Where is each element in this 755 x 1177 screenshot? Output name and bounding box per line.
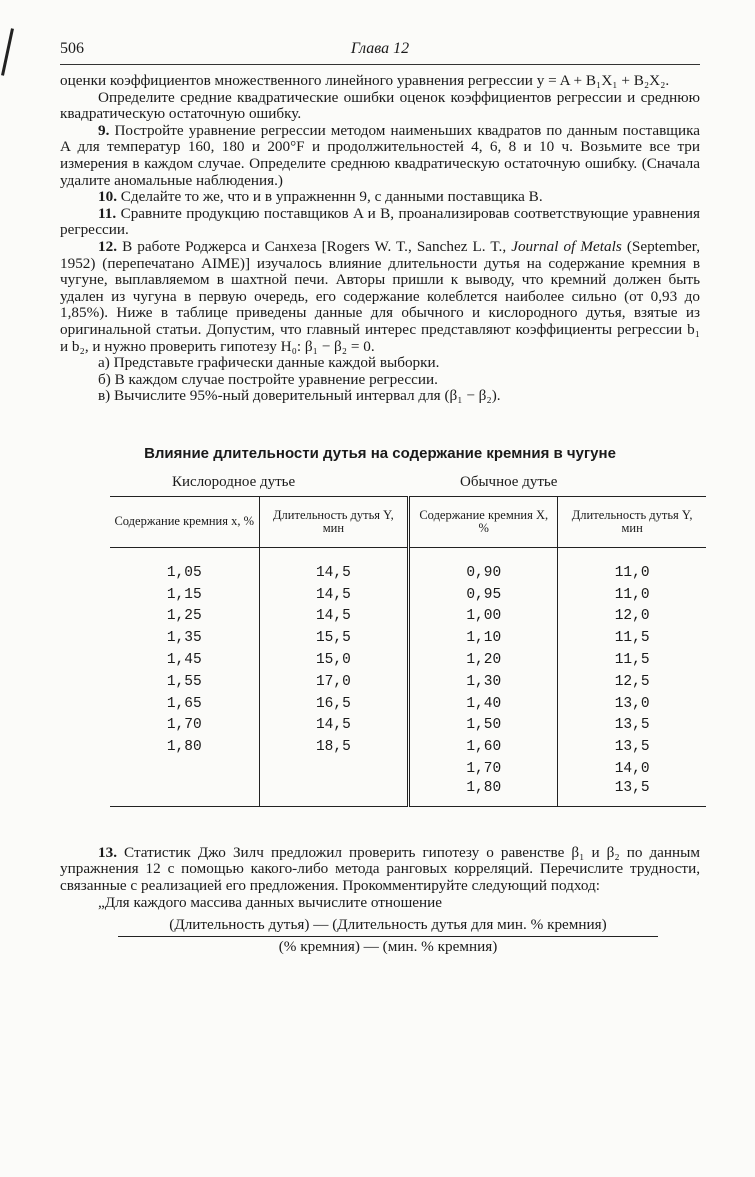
table-header-row: [110, 496, 706, 547]
exercise-12-number: 12.: [98, 237, 117, 255]
table-cell: 0,90: [409, 562, 558, 584]
table-row: [110, 627, 706, 649]
subitem-b: б) В каждом случае постройте уравнение регрессии.: [98, 370, 438, 388]
exercise-11-number: 11.: [98, 204, 117, 222]
header-regular-duration: Длительность дутья Y, мин: [558, 496, 706, 547]
page-number: 506: [60, 40, 84, 57]
subitem-c: в) Вычислите 95%-ный доверительный интервал для (β₁ − β₂).: [98, 387, 501, 405]
book-page: [60, 38, 700, 955]
exercise-13-text: Статистик Джо Зилч предложил проверить гипотезу о равенстве β₁ и β₂ по данным упражнения 12 с помощью какого-либо метода ранговых корреляций. Перечислите трудности, связанные с реализацией его предложения. Прокомментируйте следующий подход:: [60, 843, 700, 895]
table-row: [110, 584, 706, 606]
table-cell: 11,0: [614, 586, 650, 603]
table-cell: 1,80: [110, 736, 259, 758]
exercise-12-subitems: [60, 355, 700, 405]
intro-paragraph-2: Определите средние квадратические ошибки оценок коэффициентов регрессии и среднюю квадратическую остаточную ошибку.: [60, 88, 700, 123]
table-row: [110, 649, 706, 671]
page-header: [60, 38, 700, 65]
table-cell: 1,45: [110, 649, 259, 671]
table-body: [110, 547, 706, 806]
table-cell: 11,0: [614, 564, 650, 581]
table-cell: 1,80: [409, 780, 558, 807]
table-row: [110, 736, 706, 758]
table-cell: 1,65: [110, 693, 259, 715]
table-cell: 1,70: [409, 758, 558, 780]
table-cell: 1,50: [409, 714, 558, 736]
table-cell: 1,55: [110, 671, 259, 693]
exercise-13: [60, 845, 700, 895]
table-cell: 14,5: [259, 605, 409, 627]
table-cell: 1,15: [110, 584, 259, 606]
exercise-13-block: [60, 845, 700, 956]
table-cell: 1,20: [409, 649, 558, 671]
table-caption: Влияние длительности дутья на содержание кремния в чугуне: [144, 444, 616, 462]
table-cell: 14,5: [259, 714, 409, 736]
table-row: [110, 714, 706, 736]
table-cell: 14,0: [614, 760, 650, 777]
intro-paragraph-1: оценки коэффициентов множественного линейного уравнения регрессии y = A + B₁X₁ + B₂X₂.: [60, 72, 670, 89]
table-cell: [110, 758, 259, 780]
exercise-9: [60, 123, 700, 189]
table-group-labels: [60, 468, 700, 496]
table-cell: 15,0: [259, 649, 409, 671]
table-row: [110, 693, 706, 715]
silicon-data-table: [110, 496, 706, 807]
group-label-regular: Обычное дутье: [460, 473, 558, 490]
table-cell: [259, 758, 409, 780]
header-oxygen-duration: Длительность дутья Y, мин: [259, 496, 409, 547]
header-regular-silicon: Содержание кремния X, %: [409, 496, 558, 547]
table-cell: 15,5: [259, 627, 409, 649]
table-cell: 17,0: [259, 671, 409, 693]
table-cell: 13,5: [614, 739, 650, 756]
table-cell: 1,30: [409, 671, 558, 693]
table-cell: 1,10: [409, 627, 558, 649]
table-row: [110, 758, 706, 780]
table-cell: 14,5: [259, 584, 409, 606]
subitem-a: а) Представьте графически данные каждой выборки.: [98, 354, 440, 372]
exercise-text: [60, 73, 700, 405]
table-cell: 0,95: [409, 584, 558, 606]
exercise-12: [60, 239, 700, 355]
exercise-10-text: Сделайте то же, что и в упражненнн 9, с данными поставщика B.: [120, 188, 543, 206]
table-cell: 16,5: [259, 693, 409, 715]
exercise-10-number: 10.: [98, 188, 117, 206]
group-label-oxygen: Кислородное дутье: [172, 473, 296, 490]
table-cell: 1,70: [110, 714, 259, 736]
table-cell: 18,5: [259, 736, 409, 758]
exercise-11-text: Сравните продукцию поставщиков A и B, проанализировав соответствующие уравнения регрессии.: [60, 204, 700, 239]
table-row: [110, 562, 706, 584]
table-row: [110, 780, 706, 807]
table-cell: [110, 780, 259, 807]
exercise-9-number: 9.: [98, 121, 110, 139]
margin-pen-mark: [1, 28, 14, 76]
table-cell: 13,5: [614, 717, 650, 734]
exercise-11: [60, 206, 700, 239]
exercise-13-number: 13.: [98, 843, 117, 861]
exercise-13-quote: „Для каждого массива данных вычислите отношение: [98, 893, 443, 911]
table-cell: 12,0: [614, 608, 650, 625]
table-cell: 13,0: [614, 695, 650, 712]
table-row: [110, 605, 706, 627]
table-cell: 1,00: [409, 605, 558, 627]
exercise-12-text-a: В работе Роджерса и Санхеза [Rogers W. T., Sanchez L. T.,: [122, 237, 507, 255]
header-oxygen-silicon: Содержание кремния x, %: [110, 496, 259, 547]
table-cell: 13,5: [558, 780, 706, 807]
exercise-10: [60, 189, 700, 206]
ratio-formula: [118, 917, 658, 955]
exercise-9-text: Постройте уравнение регрессии методом наименьших квадратов по данным поставщика A для температур 160, 180 и 200°F и продолжительностей 4, 6, 8 и 10 ч. Возьмите все три измерения в каждом случае. Определите среднюю квадратическую остаточную ошибку. (Сначала удалите аномальные наблюдения.): [60, 121, 700, 189]
table-row: [110, 671, 706, 693]
formula-denominator: (% кремния) — (мин. % кремния): [278, 937, 498, 955]
table-cell: 1,35: [110, 627, 259, 649]
table-cell: 11,5: [614, 651, 650, 668]
journal-title: Journal of Metals: [511, 237, 622, 255]
table-cell: 1,60: [409, 736, 558, 758]
table-cell: 1,25: [110, 605, 259, 627]
table-cell: 11,5: [614, 630, 650, 647]
table-cell: 1,40: [409, 693, 558, 715]
formula-numerator: (Длительность дутья) — (Длительность дутья для мин. % кремния): [118, 917, 658, 937]
table-cell: 1,05: [110, 562, 259, 584]
table-cell: 14,5: [259, 562, 409, 584]
table-cell: 12,5: [614, 673, 650, 690]
table-cell: [259, 780, 409, 807]
exercise-12-text-b: (September, 1952) (перепечатано AIME)] изучалось влияние длительности дутья на содержание кремния в чугуне, выплавляемом в шахтной печи. Авторы пришли к выводу, что кремний должен быть удален из чугуна в первую очередь, его содержание колеблется наиболее сильно (от 0,93 до 1,85%). Ниже в таблице приведены данные для обычного и кислородного дутья, взятые из оригинальной статьи. Допустим, что главный интерес представляют коэффициенты регрессии b₁ и b₂, и нужно проверить гипотезу H₀: β₁ − β₂ = 0.: [60, 237, 701, 355]
chapter-title: Глава 12: [350, 40, 410, 57]
